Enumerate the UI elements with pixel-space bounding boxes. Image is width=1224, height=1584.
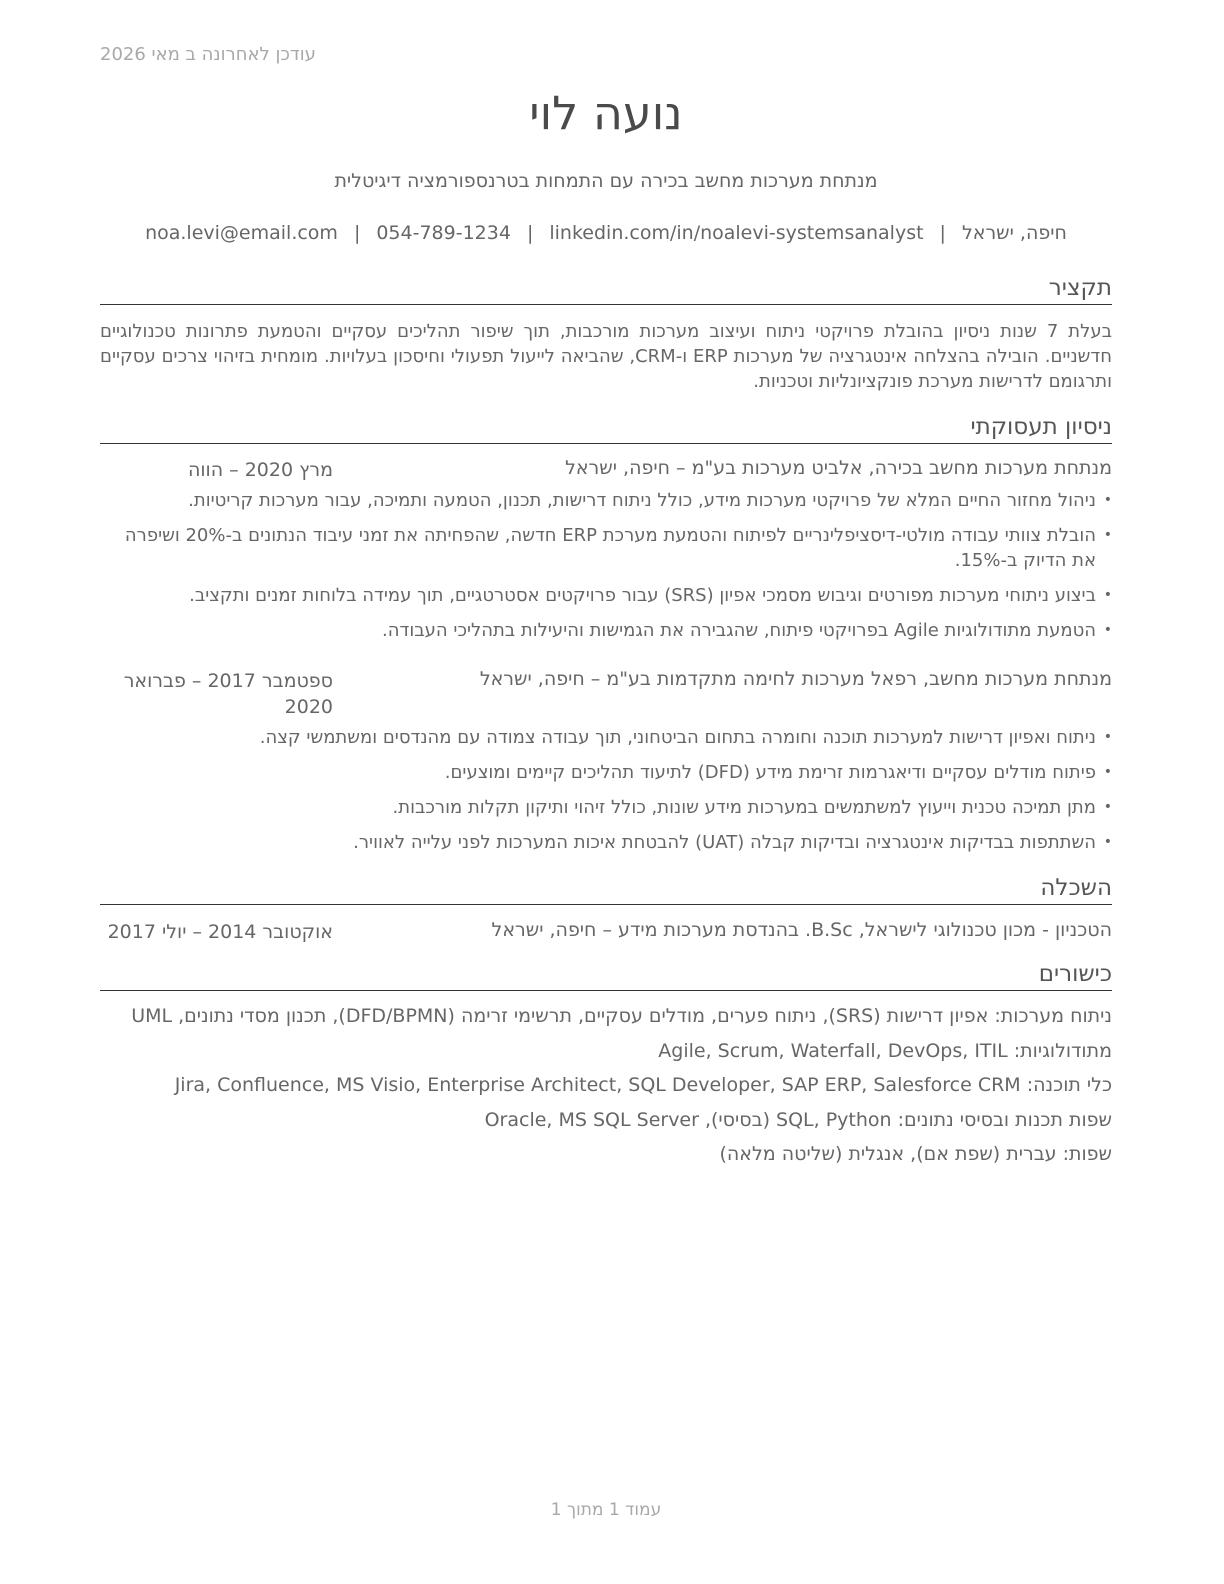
skill-line: מתודולוגיות: Agile, Scrum, Waterfall, DevOps, ITIL [658, 1040, 1112, 1062]
summary-heading: תקציר [100, 274, 1112, 305]
contact-phone: 054-789-1234 [376, 222, 511, 244]
candidate-name: נועה לוי [529, 86, 683, 140]
summary-text: בעלת 7 שנות ניסיון בהובלת פרויקטי ניתוח ועיצוב מערכות מורכבות, תוך שיפור תהליכים עסקיים והטמעת פתרונות טכנולוגיים חדשניים. הובילה בהצלחה אינטגרציה של מערכות ERP ו-CRM, שהביאה לייעול תפעולי וחיסכון בעלויות. מומחית בזיהוי צרכים עסקיים ותרגומם לדרישות מערכת פונקציונליות וטכניות. [100, 321, 1112, 392]
resume-page [100, 0, 1112, 1584]
job-title: מנתחת מערכות מחשב, רפאל מערכות לחימה מתקדמות בע"מ – חיפה, ישראל [479, 668, 1112, 690]
skill-line: שפות: עברית (שפת אם), אנגלית (שליטה מלאה) [719, 1143, 1112, 1165]
job-dates: ספטמבר 2017 – פברואר 2020 [123, 670, 333, 718]
list-item: • ביצוע ניתוחי מערכות מפורטים וגיבוש מסמכי אפיון (SRS) עבור פרויקטים אסטרטגיים, תוך עמידה בלוחות זמנים ותקציב. [100, 583, 1112, 608]
contact-location: חיפה, ישראל [961, 222, 1067, 244]
list-item: • ניהול מחזור החיים המלא של פרויקטי מערכות מידע, כולל ניתוח דרישות, תכנון, הטמעה ותמיכה, עבור מערכות קריטיות. [100, 488, 1112, 513]
contact-line [100, 222, 1112, 244]
job-bullets [100, 725, 1112, 865]
list-item: • ניתוח ואפיון דרישות למערכות תוכנה וחומרה בתחום הביטחוני, תוך עבודה צמודה עם מהנדסים ומשתמשי קצה. [100, 725, 1112, 750]
skills-heading: כישורים [100, 960, 1112, 991]
contact-linkedin[interactable]: linkedin.com/in/noalevi-systemsanalyst [549, 222, 924, 244]
education-dates: אוקטובר 2014 – יולי 2017 [107, 921, 333, 943]
list-item: • מתן תמיכה טכנית וייעוץ למשתמשים במערכות מידע שונות, כולל זיהוי ותיקון תקלות מורכבות. [100, 795, 1112, 820]
skill-line: ניתוח מערכות: אפיון דרישות (SRS), ניתוח פערים, מודלים עסקיים, תרשימי זרימה (DFD/BPMN), תכנון מסדי נתונים, UML [131, 1005, 1112, 1027]
last-updated: עודכן לאחרונה ב מאי 2026 [100, 44, 316, 65]
contact-email[interactable]: noa.levi@email.com [145, 222, 338, 244]
skill-line: שפות תכנות ובסיסי נתונים: SQL, Python (בסיסי), Oracle, MS SQL Server [484, 1109, 1112, 1131]
list-item: • הטמעת מתודולוגיות Agile בפרויקטי פיתוח, שהגבירה את הגמישות והיעילות בתהליכי העבודה. [100, 618, 1112, 643]
list-item: • פיתוח מודלים עסקיים ודיאגרמות זרימת מידע (DFD) לתיעוד תהליכים קיימים ומוצעים. [100, 760, 1112, 785]
job-bullets [100, 488, 1112, 653]
education-heading: השכלה [100, 874, 1112, 905]
list-item: • הובלת צוותי עבודה מולטי-דיסציפלינריים לפיתוח והטמעת מערכת ERP חדשה, שהפחיתה את זמני עיבוד הנתונים ב-20% ושיפרה את הדיוק ב-15%. [100, 523, 1112, 573]
contact-separator: | [353, 222, 361, 244]
contact-separator: | [526, 222, 534, 244]
contact-separator: | [939, 222, 946, 244]
list-item: • השתתפות בבדיקות אינטגרציה ובדיקות קבלה (UAT) להבטחת איכות המערכות לפני עלייה לאוויר. [100, 830, 1112, 855]
page-number: עמוד 1 מתוך 1 [550, 1500, 662, 1520]
education-institution: הטכניון - מכון טכנולוגי לישראל, B.Sc. בהנדסת מערכות מידע – חיפה, ישראל [491, 919, 1112, 941]
candidate-subtitle: מנתחת מערכות מחשב בכירה עם התמחות בטרנספורמציה דיגיטלית [334, 170, 878, 192]
job-dates: מרץ 2020 – הווה [187, 459, 333, 481]
skill-line: כלי תוכנה: Jira, Confluence, MS Visio, Enterprise Architect, SQL Developer, SAP ERP, Salesforce CRM [174, 1074, 1112, 1096]
experience-heading: ניסיון תעסוקתי [100, 413, 1112, 444]
job-title: מנתחת מערכות מחשב בכירה, אלביט מערכות בע"מ – חיפה, ישראל [565, 457, 1112, 479]
